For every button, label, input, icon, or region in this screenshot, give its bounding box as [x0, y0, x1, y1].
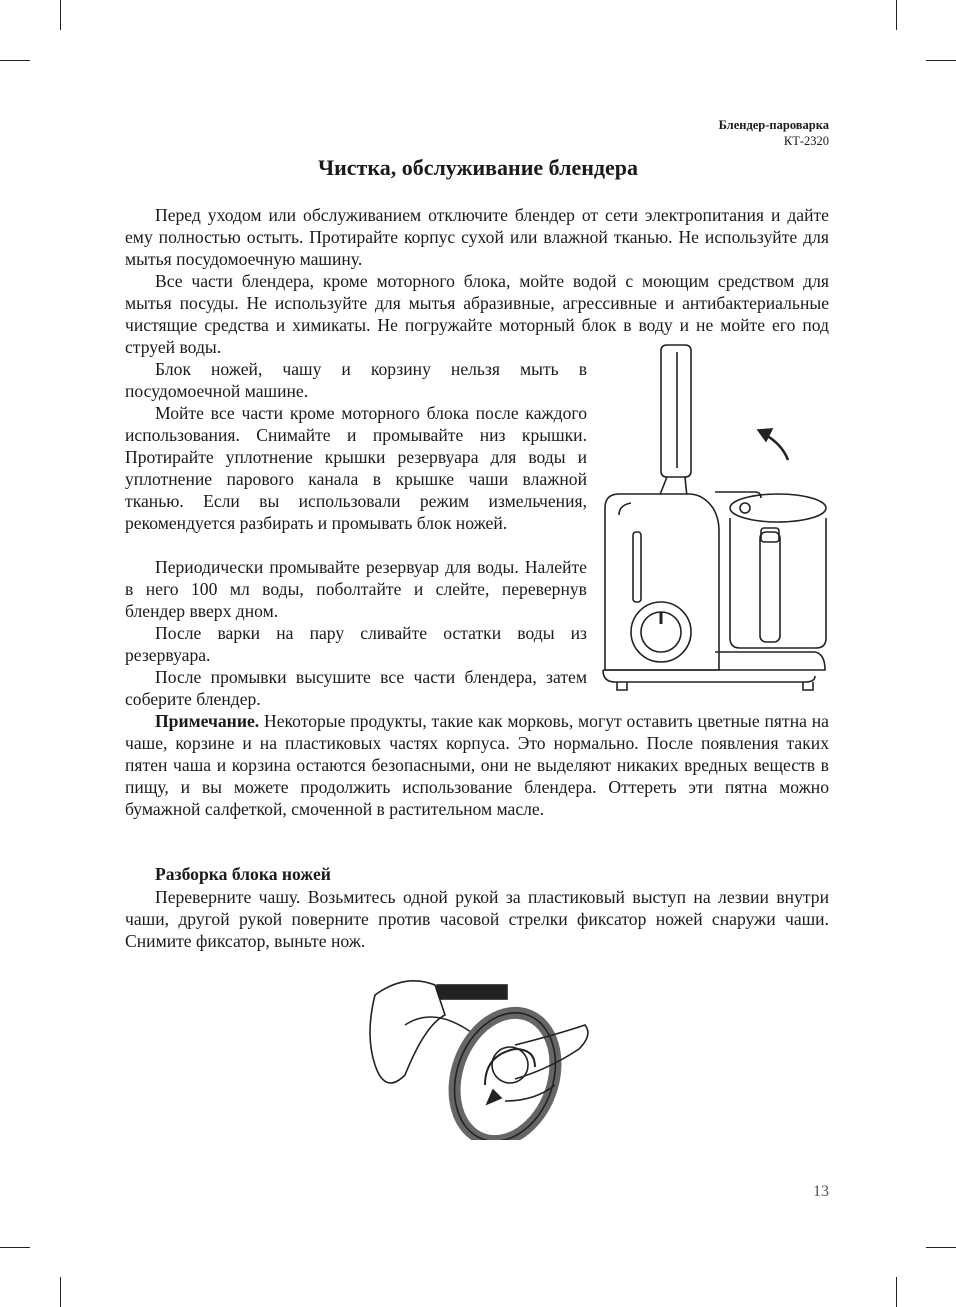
page-number: 13: [813, 1183, 829, 1200]
header-model: КТ-2320: [783, 134, 829, 148]
section-heading: Разборка блока ножей: [155, 864, 331, 884]
blender-illustration: [595, 340, 835, 705]
knife-removal-illustration: [365, 965, 595, 1140]
page-title: Чистка, обслуживание блендера: [317, 155, 639, 180]
note-label: Примечание.: [155, 711, 260, 731]
crop-mark: [896, 1277, 897, 1307]
crop-mark: [926, 60, 956, 61]
crop-mark: [60, 1277, 61, 1307]
crop-mark: [926, 1247, 956, 1248]
crop-mark: [0, 1247, 30, 1248]
paragraph-2: Все части блендера, кроме моторного блока, мойте водой с моющим средством для мытья посуды. Не используйте для мытья абразивные, агрессивные и антибактериальные чистящие средства и химикаты. Не погружайте моторный блок в воду и не мойте его под струей воды.: [125, 271, 829, 357]
note-paragraph: [125, 710, 829, 820]
paragraph-7: После промывки высушите все части блендера, затем соберите блендер.: [125, 667, 587, 709]
paragraph-5: Периодически промывайте резервуар для воды. Налейте в него 100 мл воды, поболтайте и слейте, перевернув блендер вверх дном.: [125, 557, 587, 621]
crop-mark: [0, 60, 30, 61]
header-product: Блендер-пароварка: [718, 118, 829, 132]
crop-mark: [60, 0, 61, 30]
paragraph-3: Блок ножей, чашу и корзину нельзя мыть в посудомоечной машине.: [125, 359, 587, 401]
paragraph-4: Мойте все части кроме моторного блока после каждого использования. Снимайте и промывайте низ крышки. Протирайте уплотнение крышки резервуара для воды и уплотнение парового канала в крышке чаши влажной тканью. Если вы использовали режим измельчения, рекомендуется разбирать и промывать блок ножей.: [125, 403, 587, 533]
running-header: [719, 117, 829, 149]
paragraph-6: После варки на пару сливайте остатки воды из резервуара.: [125, 623, 587, 665]
note-text: Некоторые продукты, такие как морковь, могут оставить цветные пятна на чаше, корзине и на пластиковых частях корпуса. Это нормально. После появления таких пятен чаша и корзина остаются безопасными, они не выделяют никаких вредных веществ в пищу, и вы можете продолжить использование блендера. Оттереть эти пятна можно бумажной салфеткой, смоченной в растительном масле.: [125, 711, 829, 819]
crop-mark: [896, 0, 897, 30]
section-text: Переверните чашу. Возьмитесь одной рукой за пластиковый выступ на лезвии внутри чаши, другой рукой поверните против часовой стрелки фиксатор ножей снаружи чаши. Снимите фиксатор, выньте нож.: [125, 887, 829, 951]
paragraph-1: Перед уходом или обслуживанием отключите блендер от сети электропитания и дайте ему полностью остыть. Протирайте корпус сухой или влажной тканью. Не используйте для мытья посудомоечную машину.: [125, 205, 829, 269]
